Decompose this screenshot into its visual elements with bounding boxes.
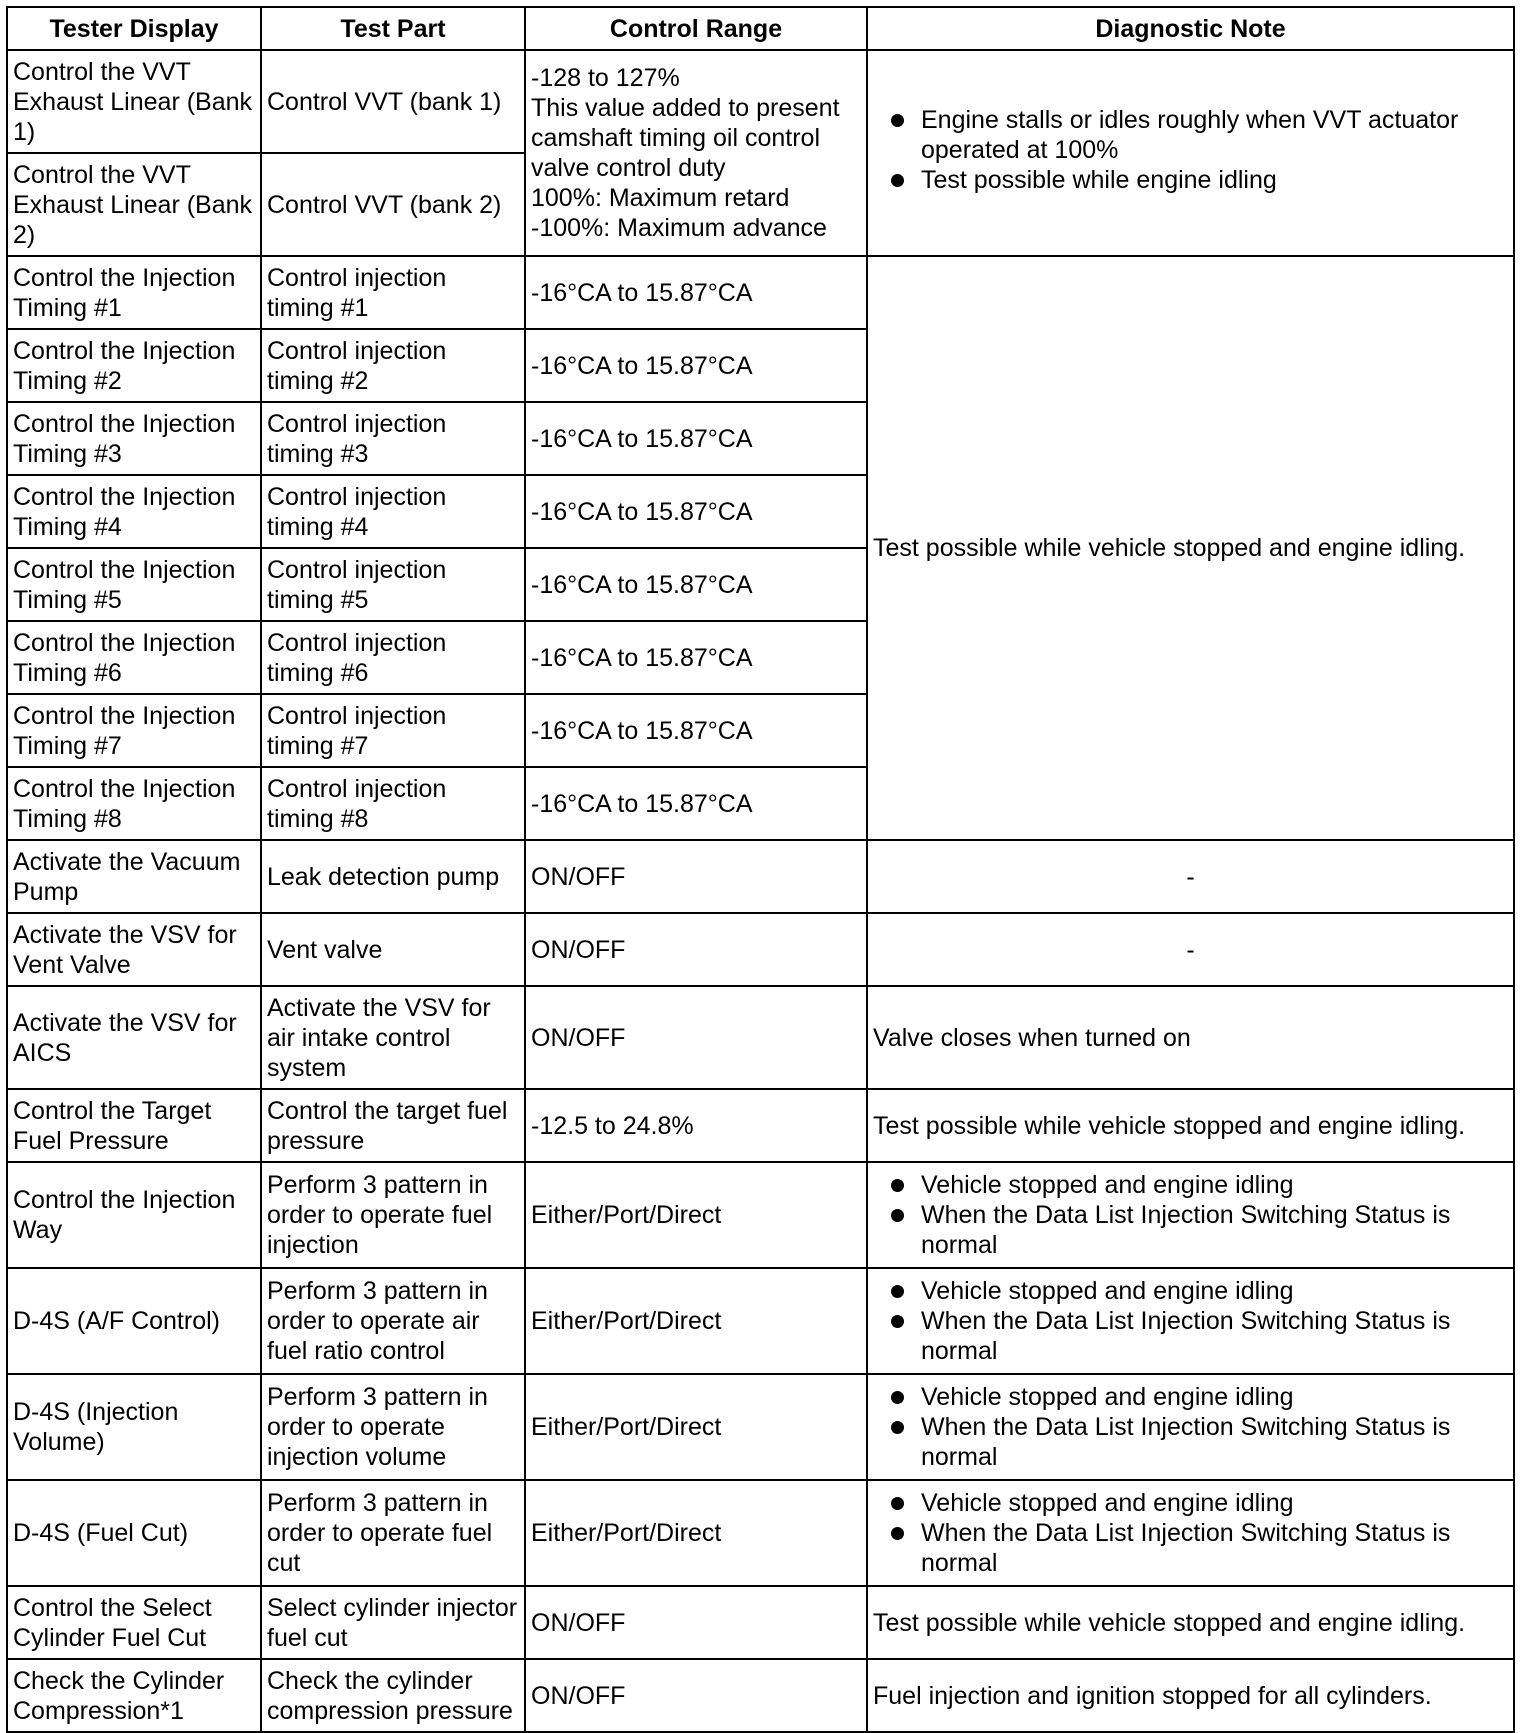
- bullet-item: Vehicle stopped and engine idling: [921, 1382, 1508, 1412]
- control-range-cell: -16°CA to 15.87°CA: [525, 256, 867, 329]
- tester-display-cell: Control the Injection Timing #5: [7, 548, 261, 621]
- table-row: [7, 256, 1514, 329]
- diagnostic-note-cell: Valve closes when turned on: [867, 986, 1514, 1089]
- control-range-cell: ON/OFF: [525, 840, 867, 913]
- tester-display-cell: Control the Injection Timing #2: [7, 329, 261, 402]
- control-range-cell: Either/Port/Direct: [525, 1268, 867, 1374]
- tester-display-cell: Control the Select Cylinder Fuel Cut: [7, 1586, 261, 1659]
- diagnostic-note-cell: Fuel injection and ignition stopped for all cylinders.: [867, 1659, 1514, 1732]
- bullet-item: Engine stalls or idles roughly when VVT actuator operated at 100%: [921, 105, 1508, 165]
- col-header-tester-display: Tester Display: [7, 7, 261, 50]
- range-line: This value added to present camshaft timing oil control valve control duty: [531, 94, 840, 182]
- bullet-item: When the Data List Injection Switching Status is normal: [921, 1200, 1508, 1260]
- bullet-item: Vehicle stopped and engine idling: [921, 1170, 1508, 1200]
- range-line: -128 to 127%: [531, 64, 680, 92]
- test-part-cell: Perform 3 pattern in order to operate air fuel ratio control: [261, 1268, 525, 1374]
- bullet-list: [873, 105, 1508, 195]
- diagnostic-note-cell: [867, 1374, 1514, 1480]
- table-row: [7, 1659, 1514, 1732]
- control-range-cell: -16°CA to 15.87°CA: [525, 767, 867, 840]
- bullet-item: When the Data List Injection Switching Status is normal: [921, 1306, 1508, 1366]
- active-test-table: [6, 6, 1515, 1733]
- range-line: -100%: Maximum advance: [531, 214, 827, 242]
- diagnostic-note-cell: -: [867, 840, 1514, 913]
- tester-display-cell: Control the Injection Timing #6: [7, 621, 261, 694]
- tester-display-cell: Check the Cylinder Compression*1: [7, 1659, 261, 1732]
- table-row: [7, 50, 1514, 153]
- control-range-cell: ON/OFF: [525, 1586, 867, 1659]
- tester-display-cell: D-4S (A/F Control): [7, 1268, 261, 1374]
- control-range-cell: Either/Port/Direct: [525, 1374, 867, 1480]
- control-range-cell: -16°CA to 15.87°CA: [525, 694, 867, 767]
- tester-display-cell: Activate the Vacuum Pump: [7, 840, 261, 913]
- col-header-test-part: Test Part: [261, 7, 525, 50]
- bullet-item: Vehicle stopped and engine idling: [921, 1488, 1508, 1518]
- tester-display-cell: Control the Injection Timing #4: [7, 475, 261, 548]
- control-range-cell: -16°CA to 15.87°CA: [525, 548, 867, 621]
- test-part-cell: Control injection timing #6: [261, 621, 525, 694]
- test-part-cell: Control injection timing #7: [261, 694, 525, 767]
- control-range-cell: [525, 50, 867, 256]
- test-part-cell: Select cylinder injector fuel cut: [261, 1586, 525, 1659]
- table-row: [7, 1480, 1514, 1586]
- test-part-cell: Control VVT (bank 1): [261, 50, 525, 153]
- control-range-cell: -16°CA to 15.87°CA: [525, 329, 867, 402]
- header-row: [7, 7, 1514, 50]
- test-part-cell: Vent valve: [261, 913, 525, 986]
- test-part-cell: Control injection timing #8: [261, 767, 525, 840]
- diagnostic-note-cell: Test possible while vehicle stopped and engine idling.: [867, 1586, 1514, 1659]
- diagnostic-note-cell: Test possible while vehicle stopped and engine idling.: [867, 1089, 1514, 1162]
- table-row: [7, 1089, 1514, 1162]
- col-header-control-range: Control Range: [525, 7, 867, 50]
- test-part-cell: Leak detection pump: [261, 840, 525, 913]
- diagnostic-note-cell: [867, 1162, 1514, 1268]
- diagnostic-note-cell: -: [867, 913, 1514, 986]
- bullet-item: Test possible while engine idling: [921, 165, 1508, 195]
- tester-display-cell: Control the VVT Exhaust Linear (Bank 2): [7, 153, 261, 256]
- bullet-list: [873, 1276, 1508, 1366]
- diagnostic-note-cell: [867, 1480, 1514, 1586]
- bullet-item: Vehicle stopped and engine idling: [921, 1276, 1508, 1306]
- test-part-cell: Activate the VSV for air intake control system: [261, 986, 525, 1089]
- control-range-cell: ON/OFF: [525, 1659, 867, 1732]
- col-header-diagnostic-note: Diagnostic Note: [867, 7, 1514, 50]
- tester-display-cell: Control the Injection Timing #8: [7, 767, 261, 840]
- test-part-cell: Control injection timing #2: [261, 329, 525, 402]
- table-row: [7, 1268, 1514, 1374]
- bullet-list: [873, 1382, 1508, 1472]
- bullet-list: [873, 1170, 1508, 1260]
- test-part-cell: Perform 3 pattern in order to operate injection volume: [261, 1374, 525, 1480]
- bullet-list: [873, 1488, 1508, 1578]
- test-part-cell: Control VVT (bank 2): [261, 153, 525, 256]
- control-range-cell: Either/Port/Direct: [525, 1162, 867, 1268]
- tester-display-cell: Control the Injection Timing #3: [7, 402, 261, 475]
- control-range-cell: ON/OFF: [525, 913, 867, 986]
- table-row: [7, 840, 1514, 913]
- diagnostic-note-cell: [867, 50, 1514, 256]
- tester-display-cell: Control the VVT Exhaust Linear (Bank 1): [7, 50, 261, 153]
- table-row: [7, 1374, 1514, 1480]
- control-range-cell: Either/Port/Direct: [525, 1480, 867, 1586]
- tester-display-cell: D-4S (Fuel Cut): [7, 1480, 261, 1586]
- table-row: [7, 986, 1514, 1089]
- test-part-cell: Perform 3 pattern in order to operate fuel injection: [261, 1162, 525, 1268]
- table-row: [7, 1586, 1514, 1659]
- test-part-cell: Perform 3 pattern in order to operate fuel cut: [261, 1480, 525, 1586]
- bullet-item: When the Data List Injection Switching Status is normal: [921, 1518, 1508, 1578]
- tester-display-cell: Control the Injection Way: [7, 1162, 261, 1268]
- tester-display-cell: Activate the VSV for AICS: [7, 986, 261, 1089]
- control-range-cell: ON/OFF: [525, 986, 867, 1089]
- test-part-cell: Control injection timing #4: [261, 475, 525, 548]
- test-part-cell: Control injection timing #3: [261, 402, 525, 475]
- control-range-cell: -12.5 to 24.8%: [525, 1089, 867, 1162]
- control-range-cell: -16°CA to 15.87°CA: [525, 402, 867, 475]
- test-part-cell: Control injection timing #1: [261, 256, 525, 329]
- table-row: [7, 913, 1514, 986]
- tester-display-cell: Control the Injection Timing #7: [7, 694, 261, 767]
- range-line: 100%: Maximum retard: [531, 184, 790, 212]
- control-range-cell: -16°CA to 15.87°CA: [525, 475, 867, 548]
- tester-display-cell: Activate the VSV for Vent Valve: [7, 913, 261, 986]
- tester-display-cell: Control the Target Fuel Pressure: [7, 1089, 261, 1162]
- bullet-item: When the Data List Injection Switching Status is normal: [921, 1412, 1508, 1472]
- table-row: [7, 1162, 1514, 1268]
- control-range-cell: -16°CA to 15.87°CA: [525, 621, 867, 694]
- tester-display-cell: D-4S (Injection Volume): [7, 1374, 261, 1480]
- tester-display-cell: Control the Injection Timing #1: [7, 256, 261, 329]
- diagnostic-note-cell: Test possible while vehicle stopped and engine idling.: [867, 256, 1514, 840]
- test-part-cell: Check the cylinder compression pressure: [261, 1659, 525, 1732]
- test-part-cell: Control the target fuel pressure: [261, 1089, 525, 1162]
- diagnostic-note-cell: [867, 1268, 1514, 1374]
- test-part-cell: Control injection timing #5: [261, 548, 525, 621]
